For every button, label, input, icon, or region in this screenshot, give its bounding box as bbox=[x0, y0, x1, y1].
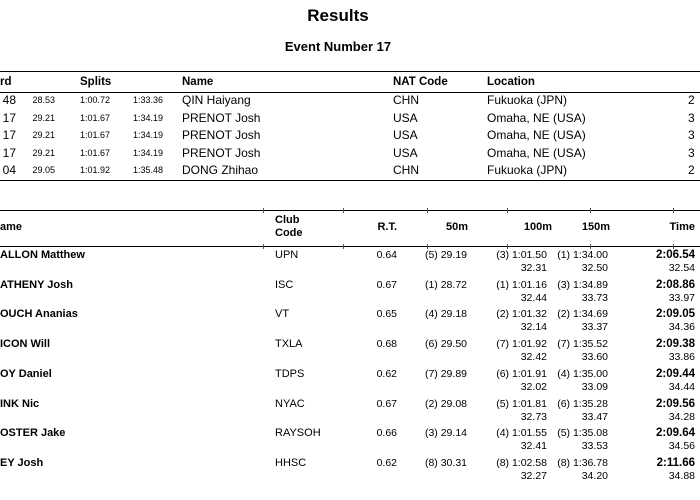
result-row bbox=[0, 277, 700, 307]
club-code: ISC bbox=[275, 278, 294, 291]
lap-100m: 32.73 bbox=[520, 410, 547, 423]
swimmer-name: ALLON Matthew bbox=[0, 249, 85, 261]
split-150m: (3) 1:34.89 bbox=[557, 278, 608, 291]
split-150m: (4) 1:35.00 bbox=[557, 367, 608, 380]
event-subtitle: Event Number 17 bbox=[284, 39, 392, 54]
lap-100m: 32.44 bbox=[520, 291, 547, 304]
lap-150m: 32.50 bbox=[581, 262, 608, 274]
split-150: 1:34.19 bbox=[132, 147, 163, 158]
nat-code: CHN bbox=[393, 163, 419, 178]
lap-final: 34.56 bbox=[668, 440, 695, 453]
record-time-fragment: 17 bbox=[2, 128, 16, 143]
swimmer-name: ICON Will bbox=[0, 338, 51, 351]
final-time: 2:09.56 bbox=[655, 397, 695, 410]
split-100m: (4) 1:01.55 bbox=[496, 427, 547, 440]
split-50m: (2) 29.08 bbox=[424, 397, 467, 410]
split-150: 1:35.48 bbox=[132, 165, 163, 176]
split-100: 1:01.67 bbox=[79, 147, 110, 158]
split-50m: (1) 28.72 bbox=[424, 278, 467, 291]
split-150m: (5) 1:35.08 bbox=[557, 427, 608, 440]
club-code: HHSC bbox=[275, 456, 307, 469]
lap-100m: 32.31 bbox=[520, 262, 547, 274]
record-holder-name: QIN Haiyang bbox=[182, 93, 251, 107]
club-code: RAYSOH bbox=[275, 427, 321, 440]
split-50m: (8) 30.31 bbox=[424, 456, 467, 469]
record-holder-name: PRENOT Josh bbox=[182, 128, 261, 143]
header-150m: 150m bbox=[581, 221, 610, 233]
split-100: 1:01.92 bbox=[79, 165, 110, 176]
final-time: 2:11.66 bbox=[656, 456, 695, 469]
lap-final: 32.54 bbox=[668, 262, 695, 274]
nat-code: USA bbox=[393, 128, 418, 143]
split-50m: (4) 29.18 bbox=[424, 308, 467, 321]
record-location: Omaha, NE (USA) bbox=[487, 128, 586, 143]
record-row bbox=[0, 110, 700, 128]
column-tick bbox=[427, 208, 428, 213]
records-table-header bbox=[0, 74, 700, 90]
record-date-fragment: 3 bbox=[688, 128, 695, 143]
reaction-time: 0.68 bbox=[376, 338, 397, 351]
reaction-time: 0.66 bbox=[376, 427, 397, 440]
lap-150m: 33.37 bbox=[581, 321, 608, 334]
split-50: 29.05 bbox=[32, 165, 55, 176]
lap-150m: 33.73 bbox=[581, 291, 608, 304]
lap-150m: 33.60 bbox=[581, 351, 608, 364]
record-date-fragment: 2 bbox=[688, 93, 695, 107]
swimmer-name: OSTER Jake bbox=[0, 427, 66, 440]
split-50: 29.21 bbox=[32, 147, 55, 158]
record-date-fragment: 3 bbox=[688, 145, 695, 160]
page-title: Results bbox=[307, 6, 369, 25]
header-name: ame bbox=[0, 221, 23, 233]
header-50m: 50m bbox=[445, 221, 468, 233]
club-code: VT bbox=[275, 308, 290, 321]
record-time-fragment: 48 bbox=[2, 93, 16, 107]
record-location: Fukuoka (JPN) bbox=[487, 93, 568, 107]
split-50m: (5) 29.19 bbox=[424, 249, 467, 261]
final-time: 2:09.64 bbox=[655, 427, 695, 440]
lap-150m: 33.53 bbox=[581, 440, 608, 453]
final-time: 2:09.38 bbox=[655, 338, 695, 351]
split-50: 29.21 bbox=[32, 112, 55, 123]
split-150: 1:33.36 bbox=[132, 95, 163, 105]
column-tick bbox=[673, 208, 674, 213]
split-50m: (7) 29.89 bbox=[424, 367, 467, 380]
split-150m: (8) 1:36.78 bbox=[557, 456, 608, 469]
club-code: UPN bbox=[275, 249, 299, 261]
nat-code: USA bbox=[393, 110, 418, 125]
result-row bbox=[0, 336, 700, 366]
lap-100m: 32.14 bbox=[520, 321, 547, 334]
reaction-time: 0.62 bbox=[376, 367, 397, 380]
column-tick bbox=[263, 208, 264, 213]
record-location: Fukuoka (JPN) bbox=[487, 163, 568, 178]
reaction-time: 0.62 bbox=[376, 456, 397, 469]
lap-100m: 32.27 bbox=[520, 469, 547, 482]
split-50: 28.53 bbox=[32, 95, 55, 105]
header-splits: Splits bbox=[80, 76, 112, 88]
column-tick bbox=[343, 208, 344, 213]
header-club-line1: Club bbox=[275, 214, 300, 226]
lap-100m: 32.42 bbox=[520, 351, 547, 364]
reaction-time: 0.67 bbox=[376, 278, 397, 291]
header-club-code bbox=[275, 214, 303, 239]
record-date-fragment: 2 bbox=[688, 163, 695, 178]
header-time: Time bbox=[669, 221, 695, 233]
club-code: NYAC bbox=[275, 397, 305, 410]
record-location: Omaha, NE (USA) bbox=[487, 110, 586, 125]
split-150m: (2) 1:34.69 bbox=[557, 308, 608, 321]
split-150: 1:34.19 bbox=[132, 130, 163, 141]
records-table-bottom-rule bbox=[0, 180, 700, 181]
swimmer-name: OY Daniel bbox=[0, 367, 52, 380]
split-50m: (6) 29.50 bbox=[424, 338, 467, 351]
lap-final: 33.97 bbox=[668, 291, 695, 304]
reaction-time: 0.65 bbox=[376, 308, 397, 321]
result-row bbox=[0, 306, 700, 336]
results-table-top-rule bbox=[0, 210, 700, 211]
final-time: 2:08.86 bbox=[655, 278, 695, 291]
lap-final: 33.86 bbox=[668, 351, 695, 364]
lap-150m: 33.09 bbox=[581, 380, 608, 393]
record-row bbox=[0, 92, 700, 110]
split-150m: (7) 1:35.52 bbox=[557, 338, 608, 351]
record-holder-name: DONG Zhihao bbox=[182, 163, 259, 178]
swimmer-name: EY Josh bbox=[0, 456, 44, 469]
split-100m: (2) 1:01.32 bbox=[496, 308, 547, 321]
reaction-time: 0.64 bbox=[376, 249, 397, 261]
club-code: TDPS bbox=[275, 367, 305, 380]
final-time: 2:09.44 bbox=[655, 367, 695, 380]
split-100m: (5) 1:01.81 bbox=[496, 397, 547, 410]
split-150m: (1) 1:34.00 bbox=[557, 249, 608, 261]
column-tick bbox=[507, 208, 508, 213]
split-100: 1:00.72 bbox=[79, 95, 110, 105]
reaction-time: 0.67 bbox=[376, 397, 397, 410]
header-reaction-time: R.T. bbox=[377, 221, 397, 233]
nat-code: CHN bbox=[393, 93, 419, 107]
header-record: rd bbox=[0, 76, 12, 88]
swimmer-name: OUCH Ananias bbox=[0, 308, 78, 321]
lap-150m: 34.20 bbox=[581, 469, 608, 482]
final-time: 2:06.54 bbox=[655, 249, 695, 261]
record-date-fragment: 3 bbox=[688, 110, 695, 125]
split-150: 1:34.19 bbox=[132, 112, 163, 123]
record-time-fragment: 17 bbox=[2, 145, 16, 160]
lap-100m: 32.41 bbox=[520, 440, 547, 453]
column-tick bbox=[590, 208, 591, 213]
nat-code: USA bbox=[393, 145, 418, 160]
lap-100m: 32.02 bbox=[520, 380, 547, 393]
header-club-line2: Code bbox=[275, 226, 303, 239]
result-row bbox=[0, 455, 700, 485]
record-holder-name: PRENOT Josh bbox=[182, 145, 261, 160]
result-row bbox=[0, 425, 700, 455]
header-location: Location bbox=[487, 76, 535, 88]
split-100m: (1) 1:01.16 bbox=[496, 278, 547, 291]
record-row bbox=[0, 127, 700, 145]
club-code: TXLA bbox=[275, 338, 303, 351]
lap-final: 34.36 bbox=[668, 321, 695, 334]
split-50m: (3) 29.14 bbox=[424, 427, 467, 440]
record-row bbox=[0, 145, 700, 163]
header-nat-code: NAT Code bbox=[393, 76, 448, 88]
split-100: 1:01.67 bbox=[79, 112, 110, 123]
record-location: Omaha, NE (USA) bbox=[487, 145, 586, 160]
split-100: 1:01.67 bbox=[79, 130, 110, 141]
split-100m: (7) 1:01.92 bbox=[496, 338, 547, 351]
result-row bbox=[0, 366, 700, 396]
split-100m: (6) 1:01.91 bbox=[496, 367, 547, 380]
record-row bbox=[0, 162, 700, 180]
record-time-fragment: 04 bbox=[2, 163, 16, 178]
header-100m: 100m bbox=[523, 221, 552, 233]
header-name: Name bbox=[182, 76, 214, 88]
record-holder-name: PRENOT Josh bbox=[182, 110, 261, 125]
result-row bbox=[0, 247, 700, 277]
lap-final: 34.28 bbox=[668, 410, 695, 423]
split-50: 29.21 bbox=[32, 130, 55, 141]
final-time: 2:09.05 bbox=[655, 308, 695, 321]
split-150m: (6) 1:35.28 bbox=[557, 397, 608, 410]
records-table-top-rule bbox=[0, 71, 700, 72]
lap-final: 34.44 bbox=[668, 380, 695, 393]
split-100m: (8) 1:02.58 bbox=[496, 456, 547, 469]
swimmer-name: ATHENY Josh bbox=[0, 278, 73, 291]
split-100m: (3) 1:01.50 bbox=[496, 249, 547, 261]
record-time-fragment: 17 bbox=[2, 110, 16, 125]
swimmer-name: INK Nic bbox=[0, 397, 40, 410]
result-row bbox=[0, 396, 700, 426]
lap-150m: 33.47 bbox=[581, 410, 608, 423]
lap-final: 34.88 bbox=[668, 469, 695, 482]
